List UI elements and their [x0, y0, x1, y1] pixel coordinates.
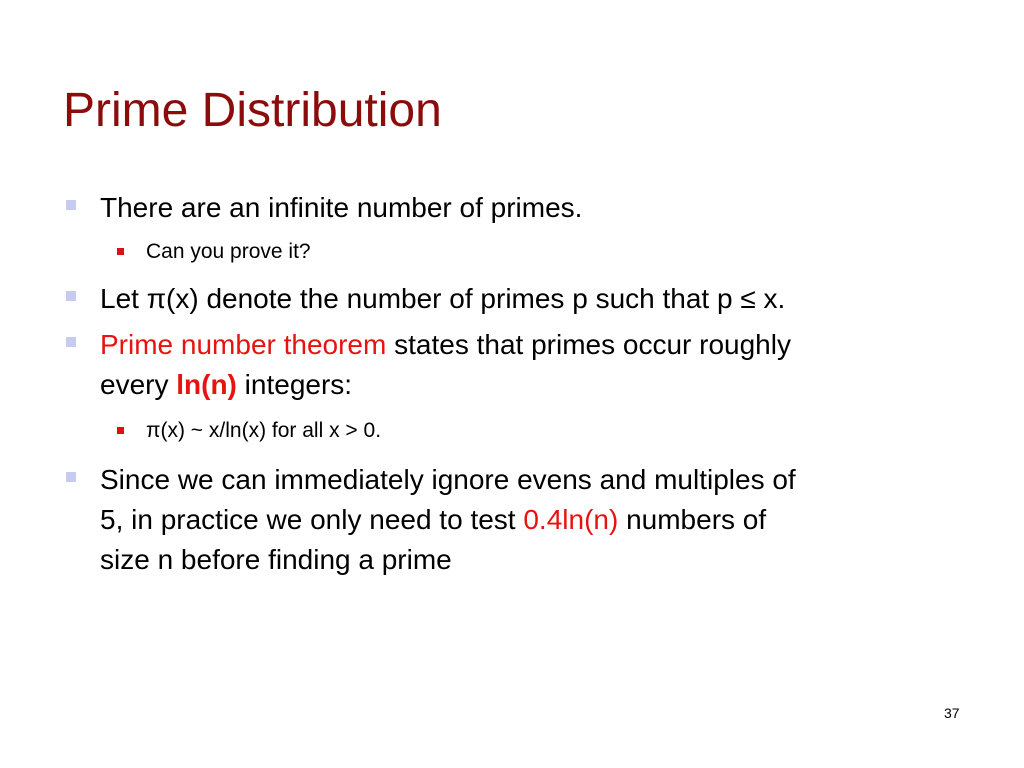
highlight-text: Prime number theorem — [100, 329, 387, 360]
bullet-prime-number-theorem-line2 — [100, 365, 352, 405]
sub-bullet-text: π(x) ~ x/ln(x) for all x > 0. — [146, 419, 382, 442]
sub-bullet-prove-it — [146, 237, 311, 267]
bullet-test-count — [100, 460, 796, 500]
highlight-text: 0.4ln(n) — [523, 504, 619, 535]
bullet-text: Since we can immediately ignore evens and multiples of — [100, 464, 796, 495]
bullet-text: There are an infinite number of primes. — [100, 192, 583, 223]
sub-bullet-marker — [117, 427, 124, 434]
bullet-text: 5, in practice we only need to test — [100, 504, 524, 535]
highlight-text: ln(n) — [176, 369, 237, 400]
bullet-pi-definition — [100, 279, 785, 319]
bullet-text: Let π(x) denote the number of primes p such that p ≤ x. — [100, 283, 786, 314]
bullet-infinite-primes — [100, 188, 582, 228]
sub-bullet-text: Can you prove it? — [146, 240, 311, 263]
bullet-text: every — [100, 369, 177, 400]
sub-bullet-pi-asymptotic — [146, 416, 381, 446]
bullet-test-count-line2 — [100, 500, 766, 540]
slide-number: 37 — [944, 705, 960, 721]
bullet-marker — [66, 291, 76, 301]
bullet-text: numbers of — [618, 504, 767, 535]
bullet-text: size n before finding a prime — [100, 544, 452, 575]
bullet-marker — [66, 337, 76, 347]
bullet-prime-number-theorem — [100, 325, 791, 365]
sub-bullet-marker — [117, 248, 124, 255]
bullet-text: integers: — [236, 369, 353, 400]
bullet-marker — [66, 472, 76, 482]
slide-title: Prime Distribution — [63, 84, 442, 137]
bullet-marker — [66, 200, 76, 210]
bullet-test-count-line3 — [100, 540, 452, 580]
bullet-text: states that primes occur roughly — [386, 329, 791, 360]
